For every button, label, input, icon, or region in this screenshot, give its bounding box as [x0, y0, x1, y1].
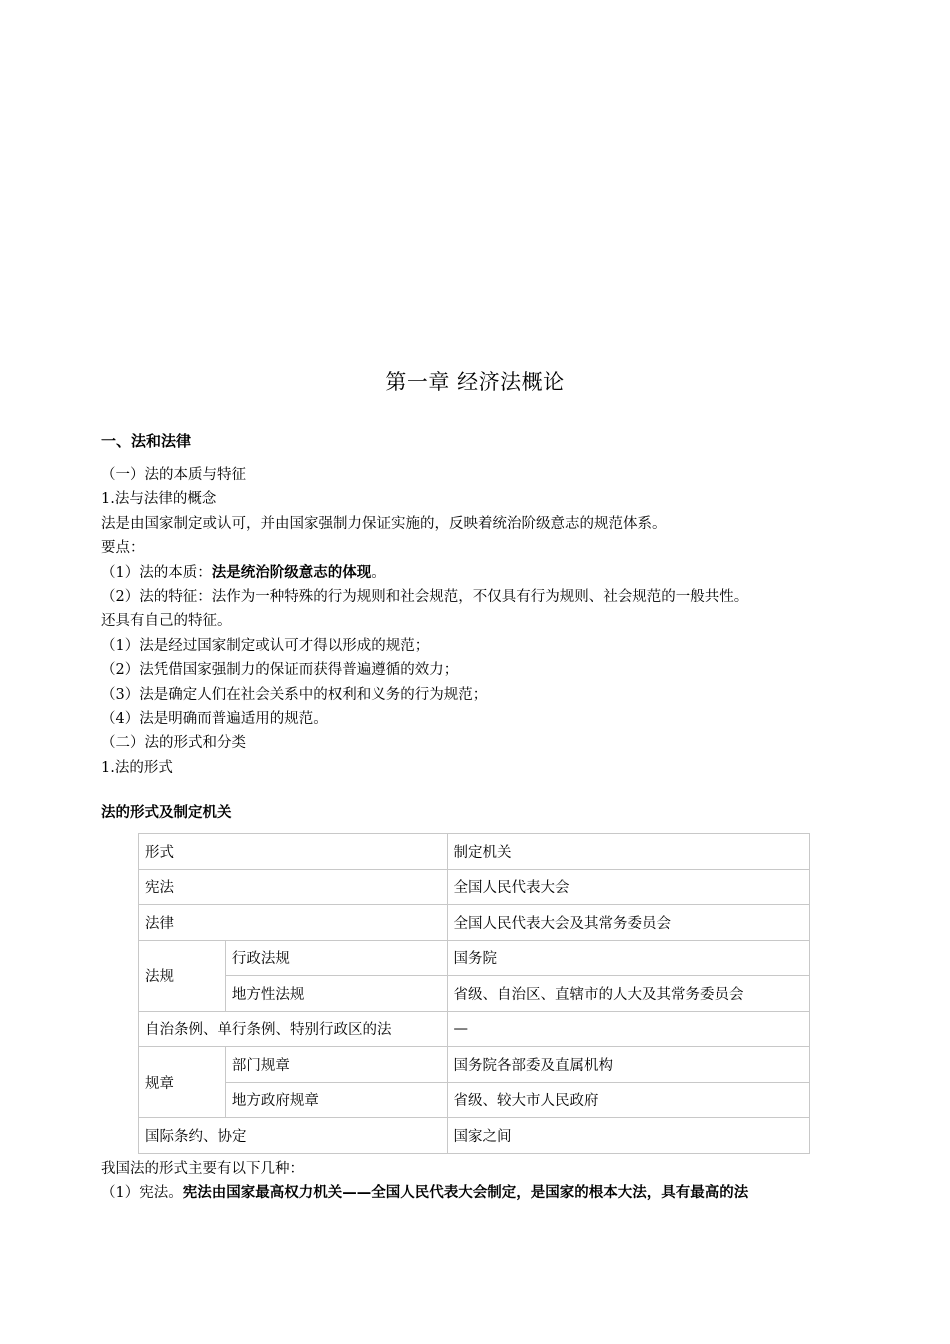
constitution-label: （1）宪法。	[101, 1185, 183, 1202]
essence-label: （1）法的本质：	[101, 564, 212, 581]
cell-authority: 省级、较大市人民政府	[447, 1082, 809, 1118]
table-row	[139, 869, 810, 905]
chapter-title: 第一章 经济法概论	[385, 370, 565, 394]
subsection-heading: （一）法的本质与特征	[101, 467, 246, 483]
cell-form: 宪法	[139, 869, 448, 905]
table-row	[139, 940, 810, 976]
cell-form: 地方性法规	[225, 976, 447, 1012]
cell-form: 地方政府规章	[225, 1082, 447, 1118]
table-caption: 法的形式及制定机关	[101, 805, 232, 821]
cell-authority: 国家之间	[447, 1118, 809, 1154]
cell-form: 部门规章	[225, 1047, 447, 1083]
table-row	[139, 1082, 810, 1118]
essence-bold: 法是统治阶级意志的体现	[211, 564, 372, 581]
cell-group: 法规	[139, 940, 226, 1011]
essence-tail: 。	[371, 564, 386, 581]
feature-item: （2）法凭借国家强制力的保证而获得普遍遵循的效力；	[101, 662, 459, 679]
cell-authority: 全国人民代表大会及其常务委员会	[447, 905, 809, 941]
feature-item: （1）法是经过国家制定或认可才得以形成的规范；	[101, 637, 430, 654]
law-forms-table	[138, 833, 810, 1154]
header-authority: 制定机关	[447, 834, 809, 870]
cell-form: 法律	[139, 905, 448, 941]
cell-group: 规章	[139, 1047, 226, 1118]
cell-form: 行政法规	[225, 940, 447, 976]
after-table-text	[101, 1157, 861, 1206]
feature-item: （4）法是明确而普遍适用的规范。	[101, 711, 328, 728]
body-text	[101, 463, 861, 780]
table-header-row	[139, 834, 810, 870]
table-row	[139, 1118, 810, 1154]
table-row	[139, 1011, 810, 1047]
point-heading: 1.法与法律的概念	[101, 491, 217, 508]
section-heading: 一、法和法律	[101, 432, 192, 450]
table-row	[139, 1047, 810, 1083]
cell-authority: —	[447, 1011, 809, 1047]
feature-item: （3）法是确定人们在社会关系中的权利和义务的行为规范；	[101, 686, 488, 703]
key-points-label: 要点：	[101, 540, 145, 557]
forms-intro: 我国法的形式主要有以下几种：	[101, 1161, 304, 1177]
essence-line	[101, 561, 861, 585]
cell-form: 自治条例、单行条例、特别行政区的法	[139, 1011, 448, 1047]
constitution-bold: 宪法由国家最高权力机关——全国人民代表大会制定，是国家的根本大法，具有最高的法	[182, 1185, 749, 1202]
point-heading: 1.法的形式	[101, 759, 173, 776]
feature-paragraph: （2）法的特征：法作为一种特殊的行为规则和社会规范，不仅具有行为规则、社会规范的一般共性。	[101, 589, 749, 606]
table-row	[139, 976, 810, 1012]
cell-authority: 国务院	[447, 940, 809, 976]
cell-authority: 国务院各部委及直属机构	[447, 1047, 809, 1083]
cell-form: 国际条约、协定	[139, 1118, 448, 1154]
feature-paragraph-cont: 还具有自己的特征。	[101, 613, 232, 630]
definition-paragraph: 法是由国家制定或认可，并由国家强制力保证实施的，反映着统治阶级意志的规范体系。	[101, 515, 667, 532]
cell-authority: 全国人民代表大会	[447, 869, 809, 905]
subsection-heading: （二）法的形式和分类	[101, 735, 246, 752]
cell-authority: 省级、自治区、直辖市的人大及其常务委员会	[447, 976, 809, 1012]
header-form: 形式	[139, 834, 448, 870]
table-row	[139, 905, 810, 941]
constitution-line	[101, 1181, 861, 1205]
